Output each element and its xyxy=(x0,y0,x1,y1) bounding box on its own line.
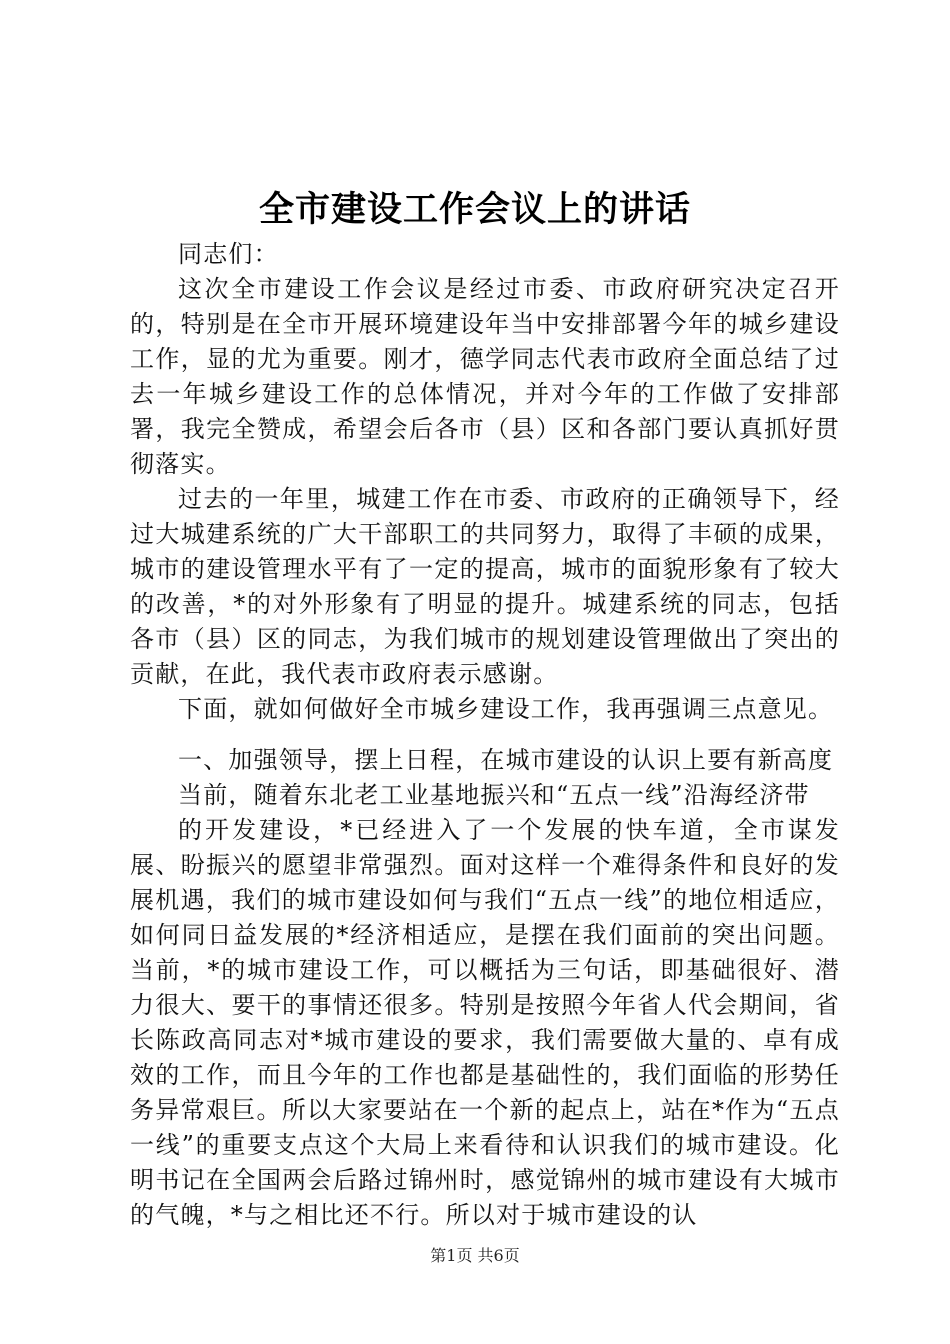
paragraph-context: 当前，随着东北老工业基地振兴和“五点一线”沿海经济带 xyxy=(178,781,810,809)
page-footer: 第1页 共6页 xyxy=(430,1246,520,1265)
paragraph-review: 过去的一年里，城建工作在市委、市政府的正确领导下，经过大城建系统的广大干部职工的共同努力，取得了丰硕的成果，城市的建设管理水平有了一定的提高，城市的面貌形象有了较大的改善，*的对外形象有了明显的提升。城建系统的同志，包括各市（县）区的同志，为我们城市的规划建设管理做出了突出的贡献，在此，我代表市政府表示感谢。 xyxy=(130,485,840,688)
paragraph-intro: 这次全市建设工作会议是经过市委、市政府研究决定召开的，特别是在全市开展环境建设年当中安排部署今年的城乡建设工作，显的尤为重要。刚才，德学同志代表市政府全面总结了过去一年城乡建设工作的总体情况，并对今年的工作做了安排部署，我完全赞成，希望会后各市（县）区和各部门要认真抓好贯彻落实。 xyxy=(130,275,840,478)
section-heading-1: 一、加强领导，摆上日程，在城市建设的认识上要有新高度 xyxy=(178,746,834,774)
paragraph-transition: 下面，就如何做好全市城乡建设工作，我再强调三点意见。 xyxy=(178,695,834,723)
document-body xyxy=(130,237,840,1233)
paragraph-development: 的开发建设，*已经进入了一个发展的快车道，全市谋发展、盼振兴的愿望非常强烈。面对这样一个难得条件和良好的发展机遇，我们的城市建设如何与我们“五点一线”的地位相适应，如何同日益发展的*经济相适应，是摆在我们面前的突出问题。当前，*的城市建设工作，可以概括为三句话，即基础很好、潜力很大、要干的事情还很多。特别是按照今年省人代会期间，省长陈政高同志对*城市建设的要求，我们需要做大量的、卓有成效的工作，而且今年的工作也都是基础性的，我们面临的形势任务异常艰巨。所以大家要站在一个新的起点上，站在*作为“五点一线”的重要支点这个大局上来看待和认识我们的城市建设。化明书记在全国两会后路过锦州时，感觉锦州的城市建设有大城市的气魄，*与之相比还不行。所以对于城市建设的认 xyxy=(130,816,840,1229)
document-title: 全市建设工作会议上的讲话 xyxy=(258,189,691,230)
salutation: 同志们： xyxy=(178,240,279,268)
